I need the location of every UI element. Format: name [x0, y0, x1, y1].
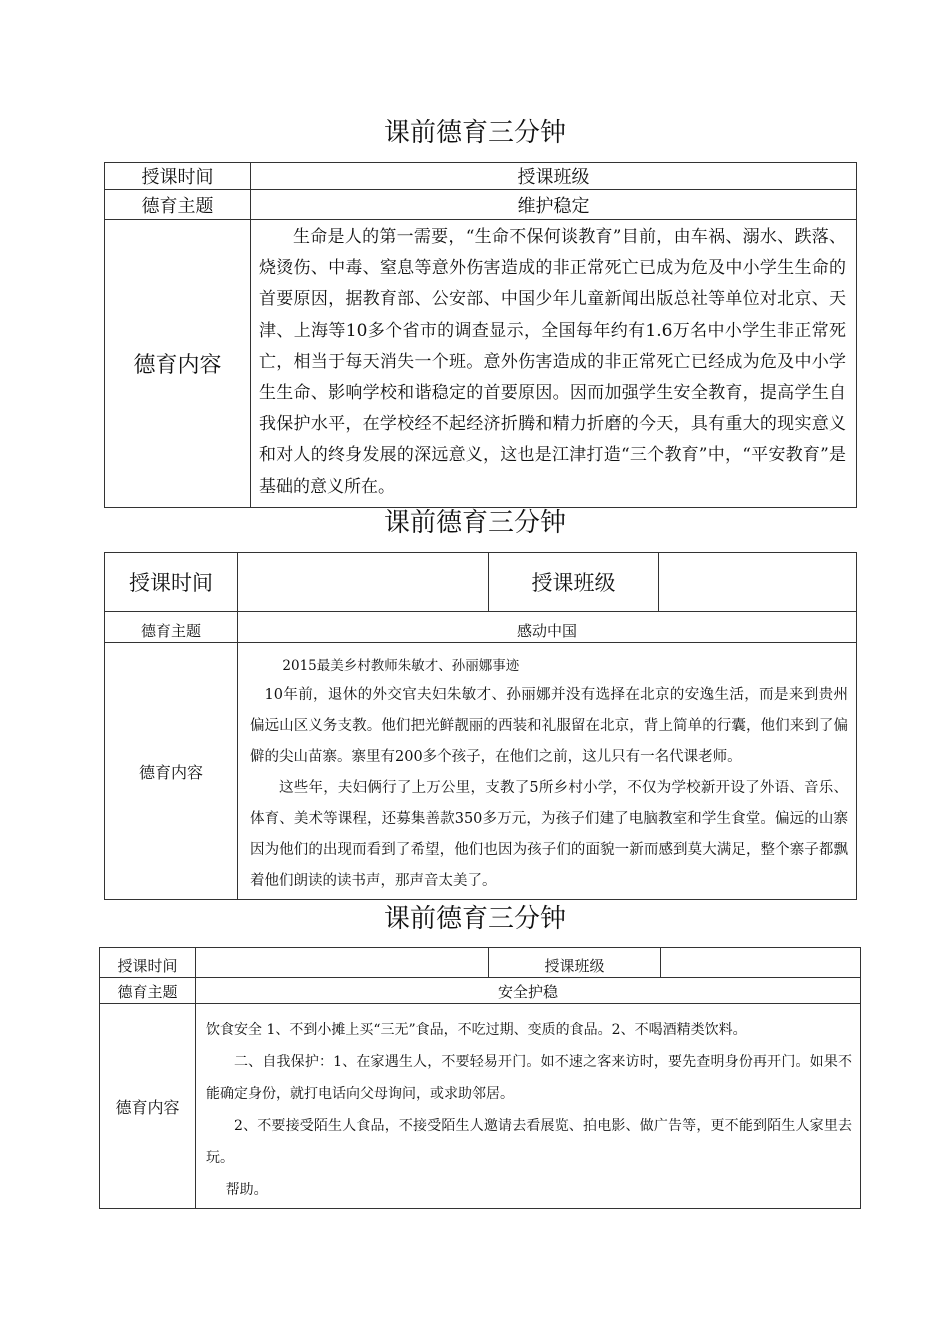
section-3-table	[99, 947, 861, 1209]
section-1-title: 课前德育三分钟	[383, 118, 566, 148]
content-paragraph: 10年前，退休的外交官夫妇朱敏才、孙丽娜并没有选择在北京的安逸生活，而是来到贵州偏远山区义务支教。他们把光鲜靓丽的西装和礼服留在北京，背上简单的行囊，他们来到了偏僻的尖山苗寨。寨里有200多个孩子，在他们之前，这儿只有一名代课老师。	[250, 686, 848, 765]
time-label: 授课时间	[105, 163, 251, 190]
time-label: 授课时间	[100, 948, 196, 978]
class-label: 授课班级	[489, 553, 659, 612]
time-value-cell	[238, 553, 489, 612]
content-paragraph: 二、自我保护：1、在家遇生人，不要轻易开门。如不速之客来访时，要先查明身份再开门。如果不能确定身份，就打电话向父母询问，或求助邻居。	[206, 1054, 852, 1102]
content-label: 德育内容	[100, 1004, 196, 1209]
theme-value: 安全护稳	[196, 978, 861, 1004]
section-3-title: 课前德育三分钟	[383, 904, 566, 934]
class-label: 授课班级	[251, 163, 857, 190]
class-value-cell	[659, 553, 857, 612]
content-text	[196, 1004, 861, 1209]
theme-label: 德育主题	[100, 978, 196, 1004]
content-paragraph: 帮助。	[225, 1182, 268, 1198]
content-text: 生命是人的第一需要，“生命不保何谈教育”目前，由车祸、溺水、跌落、烧烫伤、中毒、窒息等意外伤害造成的非正常死亡已成为危及中小学生生命的首要原因，据教育部、公安部、中国少年儿童新闻出版总社等单位对北京、天津、上海等10多个省市的调查显示，全国每年约有1.6万名中小学生非正常死亡，相当于每天消失一个班。意外伤害造成的非正常死亡已经成为危及中小学生生命、影响学校和谐稳定的首要原因。因而加强学生安全教育，提高学生自我保护水平，在学校经不起经济折腾和精力折磨的今天，具有重大的现实意义和对人的终身发展的深远意义，这也是江津打造“三个教育”中，“平安教育”是基础的意义所在。	[251, 220, 857, 508]
content-paragraph: 2、不要接受陌生人食品，不接受陌生人邀请去看展览、拍电影、做广告等，更不能到陌生人家里去玩。	[206, 1118, 852, 1166]
theme-label: 德育主题	[105, 612, 238, 643]
content-paragraph: 这些年，夫妇俩行了上万公里，支教了5所乡村小学，不仅为学校新开设了外语、音乐、体育、美术等课程，还募集善款350多万元，为孩子们建了电脑教室和学生食堂。偏远的山寨因为他们的出现而看到了希望，他们也因为孩子们的面貌一新而感到莫大满足，整个寨子都飘着他们朗读的读书声，那声音太美了。	[250, 779, 848, 889]
class-value-cell	[661, 948, 861, 978]
section-2-title: 课前德育三分钟	[383, 508, 566, 538]
section-2-table	[104, 552, 857, 900]
class-label: 授课班级	[489, 948, 661, 978]
content-paragraph: 2015最美乡村教师朱敏才、孙丽娜事迹	[282, 657, 520, 674]
content-label: 德育内容	[105, 220, 251, 508]
section-1-table	[104, 162, 857, 508]
content-paragraph: 饮食安全 1、不到小摊上买“三无”食品，不吃过期、变质的食品。2、不喝酒精类饮料。	[206, 1022, 747, 1038]
theme-label: 德育主题	[105, 190, 251, 220]
content-text	[238, 643, 857, 900]
content-label: 德育内容	[105, 643, 238, 900]
time-label: 授课时间	[105, 553, 238, 612]
theme-value: 感动中国	[238, 612, 857, 643]
theme-value: 维护稳定	[251, 190, 857, 220]
time-value-cell	[196, 948, 489, 978]
